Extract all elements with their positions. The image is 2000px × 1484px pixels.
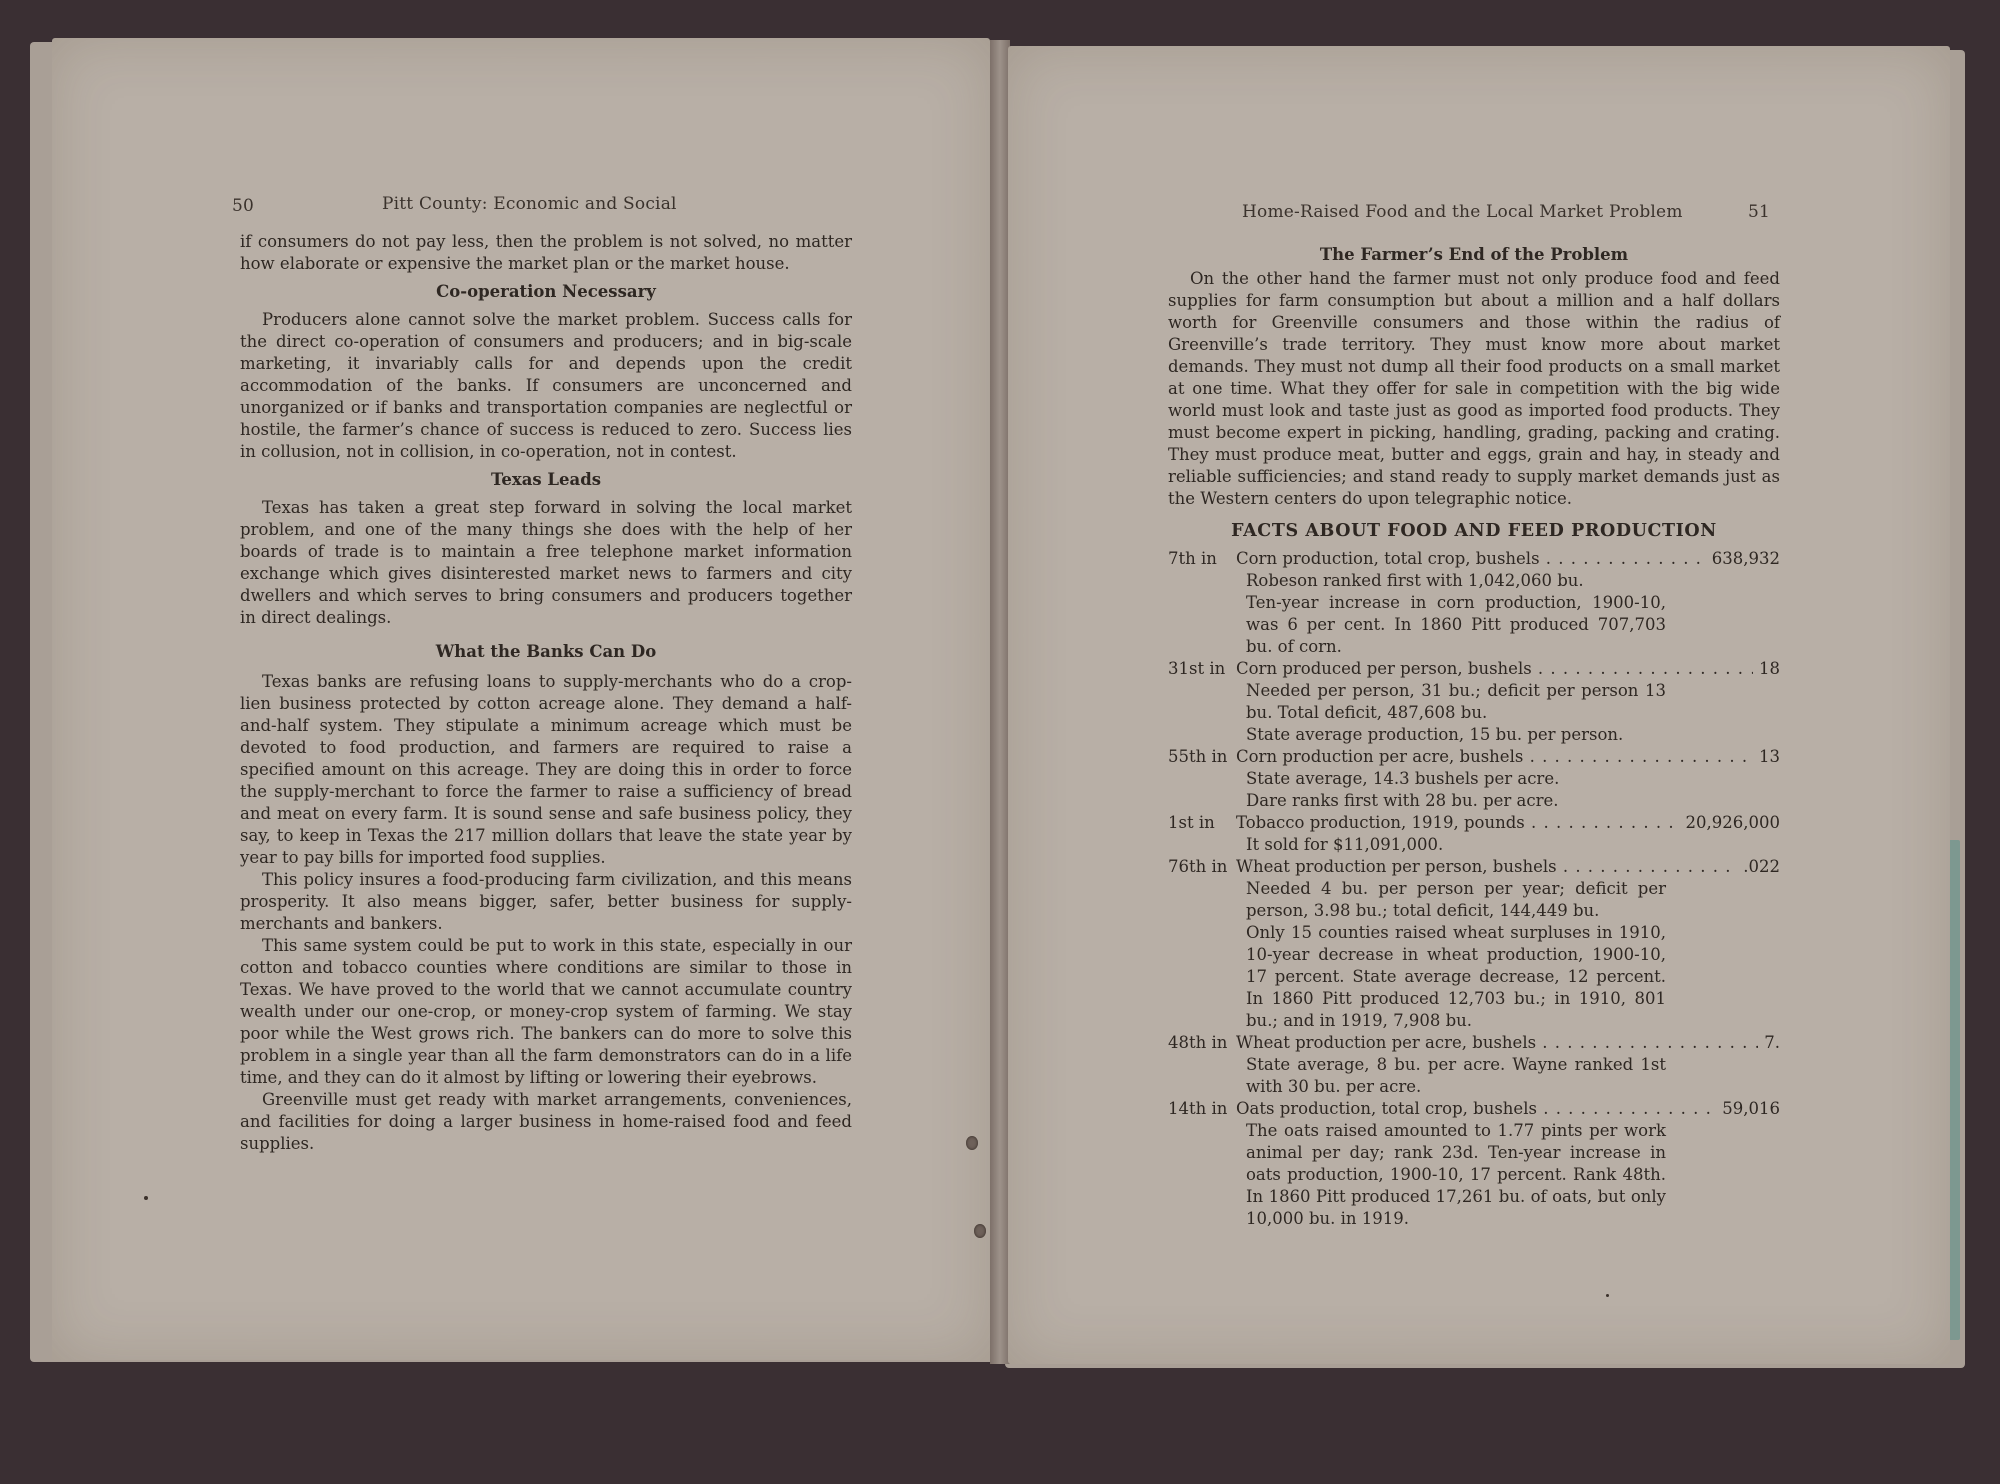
right-text-column <box>1168 244 1780 1230</box>
fact-entry <box>1168 746 1780 812</box>
left-running-head: Pitt County: Economic and Social <box>382 194 677 214</box>
facts-title: FACTS ABOUT FOOD AND FEED PRODUCTION <box>1231 521 1717 541</box>
book-gutter <box>990 40 1010 1364</box>
fact-line <box>1168 746 1780 768</box>
ink-speck <box>1606 1294 1609 1297</box>
right-running-head: Home-Raised Food and the Local Market Problem <box>1242 202 1683 222</box>
fact-value: 20,926,000 <box>1680 812 1780 834</box>
fact-note: Only 15 counties raised wheat surpluses in 1910, 10-year decrease in wheat production, 1900-10, 17 percent. State average decrease, 12 percent. In 1860 Pitt produced 12,703 bu.; in 1910, 801 bu.; and in 1919, 7,908 bu. <box>1246 923 1666 1030</box>
fact-entry <box>1168 548 1780 658</box>
paragraph: On the other hand the farmer must not only produce food and feed supplies for farm consumption but about a million and a half dollars worth for Greenville consumers and those within the radius of Greenville’s trade territory. They must know more about market demands. They must not dump all their food products on a small market at one time. What they offer for sale in competition with the big wide world must look and taste just as good as imported food products. They must become expert in picking, handling, grading, packing and crating. They must produce meat, butter and eggs, grain and hay, in steady and reliable sufficiencies; and stand ready to supply market demands just as the Western centers do upon telegraphic notice. <box>1168 269 1780 508</box>
fact-value: 7. <box>1758 1032 1780 1054</box>
section-heading: Co-operation Necessary <box>436 282 656 301</box>
fact-value: .022 <box>1737 856 1780 878</box>
fact-entry <box>1168 1032 1780 1098</box>
fact-note: It sold for $11,091,000. <box>1246 835 1444 854</box>
binding-hole <box>966 1136 978 1150</box>
left-page <box>52 38 990 1360</box>
right-page <box>1008 46 1950 1364</box>
fact-note: The oats raised amounted to 1.77 pints per work animal per day; rank 23d. Ten-year increase in oats production, 1900-10, 17 percent. Rank 48th. In 1860 Pitt produced 17,261 bu. of oats, but only 10,000 bu. in 1919. <box>1246 1121 1666 1228</box>
fact-rank: 76th in <box>1168 857 1228 876</box>
fact-line <box>1168 658 1780 680</box>
fact-label: Wheat production per person, bushels . . . <box>1236 856 1737 878</box>
fact-label: Corn production, total crop, bushels . . . <box>1236 548 1706 570</box>
paragraph: Greenville must get ready with market arrangements, conveniences, and facilities for doing a larger business in home-raised food and feed supplies. <box>240 1090 852 1153</box>
fact-note: State average, 8 bu. per acre. Wayne ranked 1st with 30 bu. per acre. <box>1246 1055 1666 1096</box>
fact-entry <box>1168 658 1780 746</box>
fact-label: Wheat production per acre, bushels . . . <box>1236 1032 1758 1054</box>
paragraph: This same system could be put to work in this state, especially in our cotton and tobacco counties where conditions are similar to those in Texas. We have proved to the world that we cannot accumulate country wealth under our one-crop, or money-crop system of farming. We stay poor while the West grows rich. The bankers can do more to solve this problem in a single year than all the farm demonstrators can do in a life time, and they can do it almost by lifting or lowering their eyebrows. <box>240 936 852 1087</box>
fact-note: Robeson ranked first with 1,042,060 bu. <box>1246 571 1584 590</box>
fact-line <box>1168 1032 1780 1054</box>
fact-rank: 7th in <box>1168 549 1217 568</box>
fact-rank: 55th in <box>1168 747 1228 766</box>
facts-list <box>1168 548 1780 1230</box>
fact-rank: 31st in <box>1168 659 1226 678</box>
fact-rank: 48th in <box>1168 1033 1228 1052</box>
fact-entry <box>1168 856 1780 1032</box>
fact-note: Ten-year increase in corn production, 1900-10, was 6 per cent. In 1860 Pitt produced 707,703 bu. of corn. <box>1246 593 1666 656</box>
fact-note: State average production, 15 bu. per person. <box>1246 725 1624 744</box>
left-page-number: 50 <box>232 196 255 216</box>
section-heading: Texas Leads <box>490 470 602 489</box>
fact-label: Oats production, total crop, bushels . . . <box>1236 1098 1716 1120</box>
fact-note: Needed per person, 31 bu.; deficit per person 13 bu. Total deficit, 487,608 bu. <box>1246 681 1666 722</box>
fact-line <box>1168 856 1780 878</box>
fact-label: Corn produced per person, bushels . . . <box>1236 658 1753 680</box>
paragraph: This policy insures a food-producing farm civilization, and this means prosperity. It also means bigger, safer, better business for supply-merchants and bankers. <box>240 870 852 933</box>
fact-label: Tobacco production, 1919, pounds . . . <box>1236 812 1680 834</box>
fact-line <box>1168 812 1780 834</box>
fact-value: 18 <box>1753 658 1780 680</box>
fact-value: 638,932 <box>1706 548 1780 570</box>
paragraph: Texas banks are refusing loans to supply-merchants who do a crop-lien business protected by cotton acreage alone. They demand a half-and-half system. They stipulate a minimum acreage which must be devoted to food production, and farmers are required to raise a specified amount on this acreage. They are doing this in order to force the supply-merchant to force the farmer to raise a sufficiency of bread and meat on every farm. It is sound sense and safe business policy, they say, to keep in Texas the 217 million dollars that leave the state year by year to pay bills for imported food supplies. <box>240 672 852 867</box>
fact-rank: 14th in <box>1168 1099 1228 1118</box>
ink-speck <box>144 1196 148 1200</box>
fact-value: 13 <box>1753 746 1780 768</box>
fact-label: Corn production per acre, bushels . . . <box>1236 746 1753 768</box>
fact-value: 59,016 <box>1716 1098 1780 1120</box>
binding-hole <box>974 1224 986 1238</box>
paragraph: Texas has taken a great step forward in solving the local market problem, and one of the many things she does with the help of her boards of trade is to maintain a free telephone market information exchange which gives disinterested market news to farmers and city dwellers and which serves to bring consumers and producers together in direct dealings. <box>240 498 852 627</box>
fact-line <box>1168 1098 1780 1120</box>
fact-note: Dare ranks first with 28 bu. per acre. <box>1246 791 1559 810</box>
section-heading: What the Banks Can Do <box>435 642 657 661</box>
fact-note: State average, 14.3 bushels per acre. <box>1246 769 1560 788</box>
fact-entry <box>1168 812 1780 856</box>
right-page-number: 51 <box>1748 202 1771 222</box>
fact-note: Needed 4 bu. per person per year; deficit per person, 3.98 bu.; total deficit, 144,449 bu. <box>1246 879 1666 920</box>
section-heading: The Farmer’s End of the Problem <box>1319 245 1629 264</box>
fact-rank: 1st in <box>1168 813 1215 832</box>
left-text-column <box>240 231 852 1155</box>
fact-line <box>1168 548 1780 570</box>
opening-paragraph: if consumers do not pay less, then the problem is not solved, no matter how elaborate or expensive the market plan or the market house. <box>240 232 852 273</box>
paragraph: Producers alone cannot solve the market problem. Success calls for the direct co-operation of consumers and producers; and in big-scale marketing, it invariably calls for and depends upon the credit accommodation of the banks. If consumers are unconcerned and unorganized or if banks and transportation companies are neglectful or hostile, the farmer’s chance of success is reduced to zero. Success lies in collusion, not in collision, in co-operation, not in contest. <box>240 310 852 461</box>
fact-entry <box>1168 1098 1780 1230</box>
